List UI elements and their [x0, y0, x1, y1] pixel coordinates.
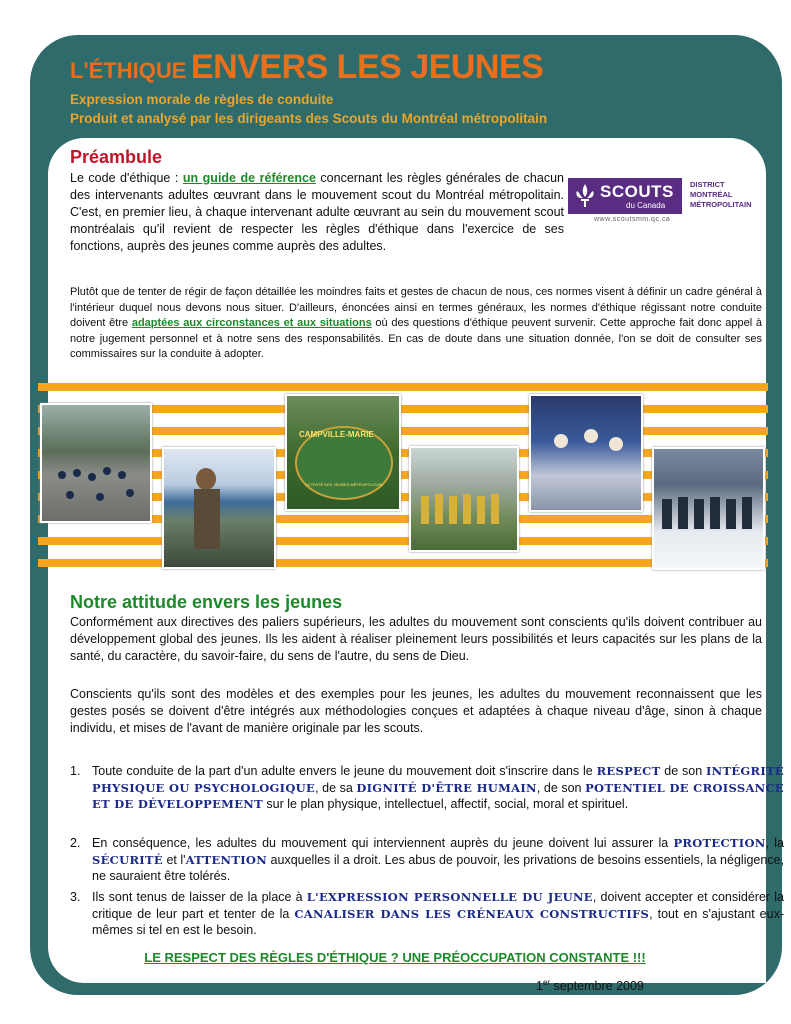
p1-text-start: Le code d'éthique : [70, 171, 183, 185]
preambule-paragraph-2 [70, 285, 762, 363]
guide-reference-link[interactable]: un guide de référence [182, 171, 316, 185]
attitude-paragraph-1: Conformément aux directives des paliers supérieurs, les adultes du mouvement sont conscients qu'ils doivent contribuer au développement global des jeunes. Ils les aident à réaliser pleinement leurs possibilités et leurs capacités sur les plans de la santé, du caractère, du savoir-faire, du sens de l'autre, du sens de Dieu. [70, 615, 762, 663]
photo-kids-street [40, 403, 152, 523]
list-text-part: En conséquence, les adultes du mouvement qui interviennent auprès du jeune doivent lui assurer la [92, 836, 674, 850]
list-text-part: sur le plan physique, intellectuel, affectif, social, moral et spirituel. [262, 797, 629, 811]
list-text-part: , la [765, 836, 784, 850]
title-prefix: L'ÉTHIQUE [70, 58, 187, 83]
list-emphasis: ATTENTION [185, 852, 268, 867]
footer-quote: LE RESPECT DES RÈGLES D'ÉTHIQUE ? UNE PRÉOCCUPATION CONSTANTE !!! [144, 950, 646, 965]
district-line-2: MONTRÉAL [690, 190, 733, 199]
attitude-paragraph-2: Conscients qu'ils sont des modèles et des exemples pour les jeunes, les adultes du mouvement reconnaissent que les gestes posés se doivent d'être intégrés aux méthodologies conçues et adaptées à chaque niveau d'âge, sinon à chaque individu, et mises de l'avant de manière originale par les scouts. [70, 687, 762, 735]
district-line-3: MÉTROPOLITAIN [690, 200, 752, 209]
list-text-part: , de sa [315, 780, 357, 795]
list-emphasis: SÉCURITÉ [92, 852, 163, 867]
logo-url: www.scoutsmm.qc.ca [594, 216, 671, 223]
title-main: ENVERS LES JEUNES [190, 48, 544, 86]
stripe [38, 383, 768, 391]
list-text [92, 763, 784, 813]
list-emphasis: CANALISER DANS LES CRÉNEAUX CONSTRUCTIFS [294, 906, 650, 921]
scouts-logo [568, 178, 758, 228]
list-text-part: de son [660, 764, 706, 778]
attitude-heading: Notre attitude envers les jeunes [70, 592, 343, 612]
adapted-circumstances-link[interactable]: adaptées aux circonstances et aux situations [131, 317, 372, 329]
photo-group-uniform [409, 446, 519, 552]
list-text-part: Toute conduite de la part d'un adulte envers le jeune du mouvement doit s'inscrire dans le [92, 764, 597, 778]
p1-text-end: concernant les règles générales de chacun des intervenants adultes œuvrant dans le mouvement scout du Montréal métropolitain. C'est, en premier lieu, à chaque intervenant adulte œuvrant au sein du mouvement scout montréalais qu'il revient de respecter les règles d'éthique dans l'exercice de ses fonctions, auprès des jeunes comme auprès des adultes. [70, 171, 564, 253]
logo-sub: du Canada [626, 201, 666, 210]
list-text-part: , de son [536, 780, 586, 795]
photo-campville-banner [285, 394, 401, 511]
list-number: 2. [70, 836, 81, 850]
p2-text-end: où des questions d'éthique peuvent survenir. Cette approche fait donc appel à notre jugement personnel et à notre sens des responsabilités. En cas de doute dans une situation donnée, l'on se doit de consulter ses commissaires sur la conduite à adopter. [70, 317, 762, 360]
date-rest: septembre 2009 [550, 979, 644, 994]
list-emphasis: RESPECT [596, 764, 661, 778]
subtitle-1: Expression morale de règles de conduite [70, 92, 334, 107]
list-text-part: auxquelles il a droit. Les abus de pouvoir, les privations de besoins essentiels, la négligence, ne sauraient être tolérés. [92, 852, 784, 883]
list-emphasis: INTÉGRITÉ PHYSIQUE OU PSYCHOLOGIQUE [92, 764, 784, 795]
list-text-part: et l' [162, 852, 186, 867]
page-title [70, 48, 543, 87]
list-emphasis: PROTECTION [673, 836, 766, 850]
date-day: 1 [536, 979, 543, 994]
list-number: 3. [70, 890, 81, 904]
logo-brand: SCOUTS [600, 182, 674, 201]
list-text-part: Ils sont tenus de laisser de la place à [92, 890, 307, 904]
preambule-paragraph-1 [70, 170, 564, 255]
photo-indoor-figures [531, 396, 641, 510]
preambule-heading: Préambule [70, 147, 163, 167]
list-text-part: , tout en s'ajustant eux-mêmes si tel en est le besoin. [92, 906, 784, 937]
photo-indoor-group [529, 394, 643, 512]
list-text [92, 835, 784, 885]
list-text-part: , doivent accepter et considérer la critique de leur part et tenter de la [92, 890, 784, 921]
p2-text-start: Plutôt que de tenter de régir de façon détaillée les moindres faits et gestes de chacun de nous, ces normes visent à définir un cadre général à l'intérieur duquel nous devons nous situer. D'ailleurs, énoncées ainsi en termes généraux, les normes d'éthique régissant notre conduite doivent être [70, 286, 762, 329]
list-emphasis: L'EXPRESSION PERSONNELLE DU JEUNE [306, 890, 593, 904]
list-text [92, 889, 784, 939]
list-number: 1. [70, 764, 81, 778]
photo-winter-figures [654, 449, 763, 568]
list-emphasis: POTENTIEL DE CROISSANCE ET DE DÉVELOPPEMENT [92, 780, 784, 811]
banner-text-1: CAMPVILLE-MARIE [299, 430, 374, 439]
date-suffix: er [542, 978, 551, 987]
list-emphasis: DIGNITÉ D'ÊTRE HUMAIN [356, 780, 537, 795]
logo-box [568, 178, 682, 214]
banner-text-2: ACTIVITÉ DES JEUNES MÉTROPOLITAIN [305, 482, 383, 487]
photo-winter-group [652, 447, 765, 570]
fleur-de-lis-icon [574, 183, 596, 209]
photo-girl-lake [162, 447, 276, 569]
document-date [536, 978, 644, 993]
district-line-1: DISTRICT [690, 180, 725, 189]
photo-uniform-figures [411, 448, 517, 550]
photo-girl-figure [164, 449, 274, 567]
photo-crowd-figures [42, 405, 150, 521]
subtitle-2: Produit et analysé par les dirigeants des Scouts du Montréal métropolitain [70, 111, 548, 126]
logo-district [690, 180, 752, 210]
